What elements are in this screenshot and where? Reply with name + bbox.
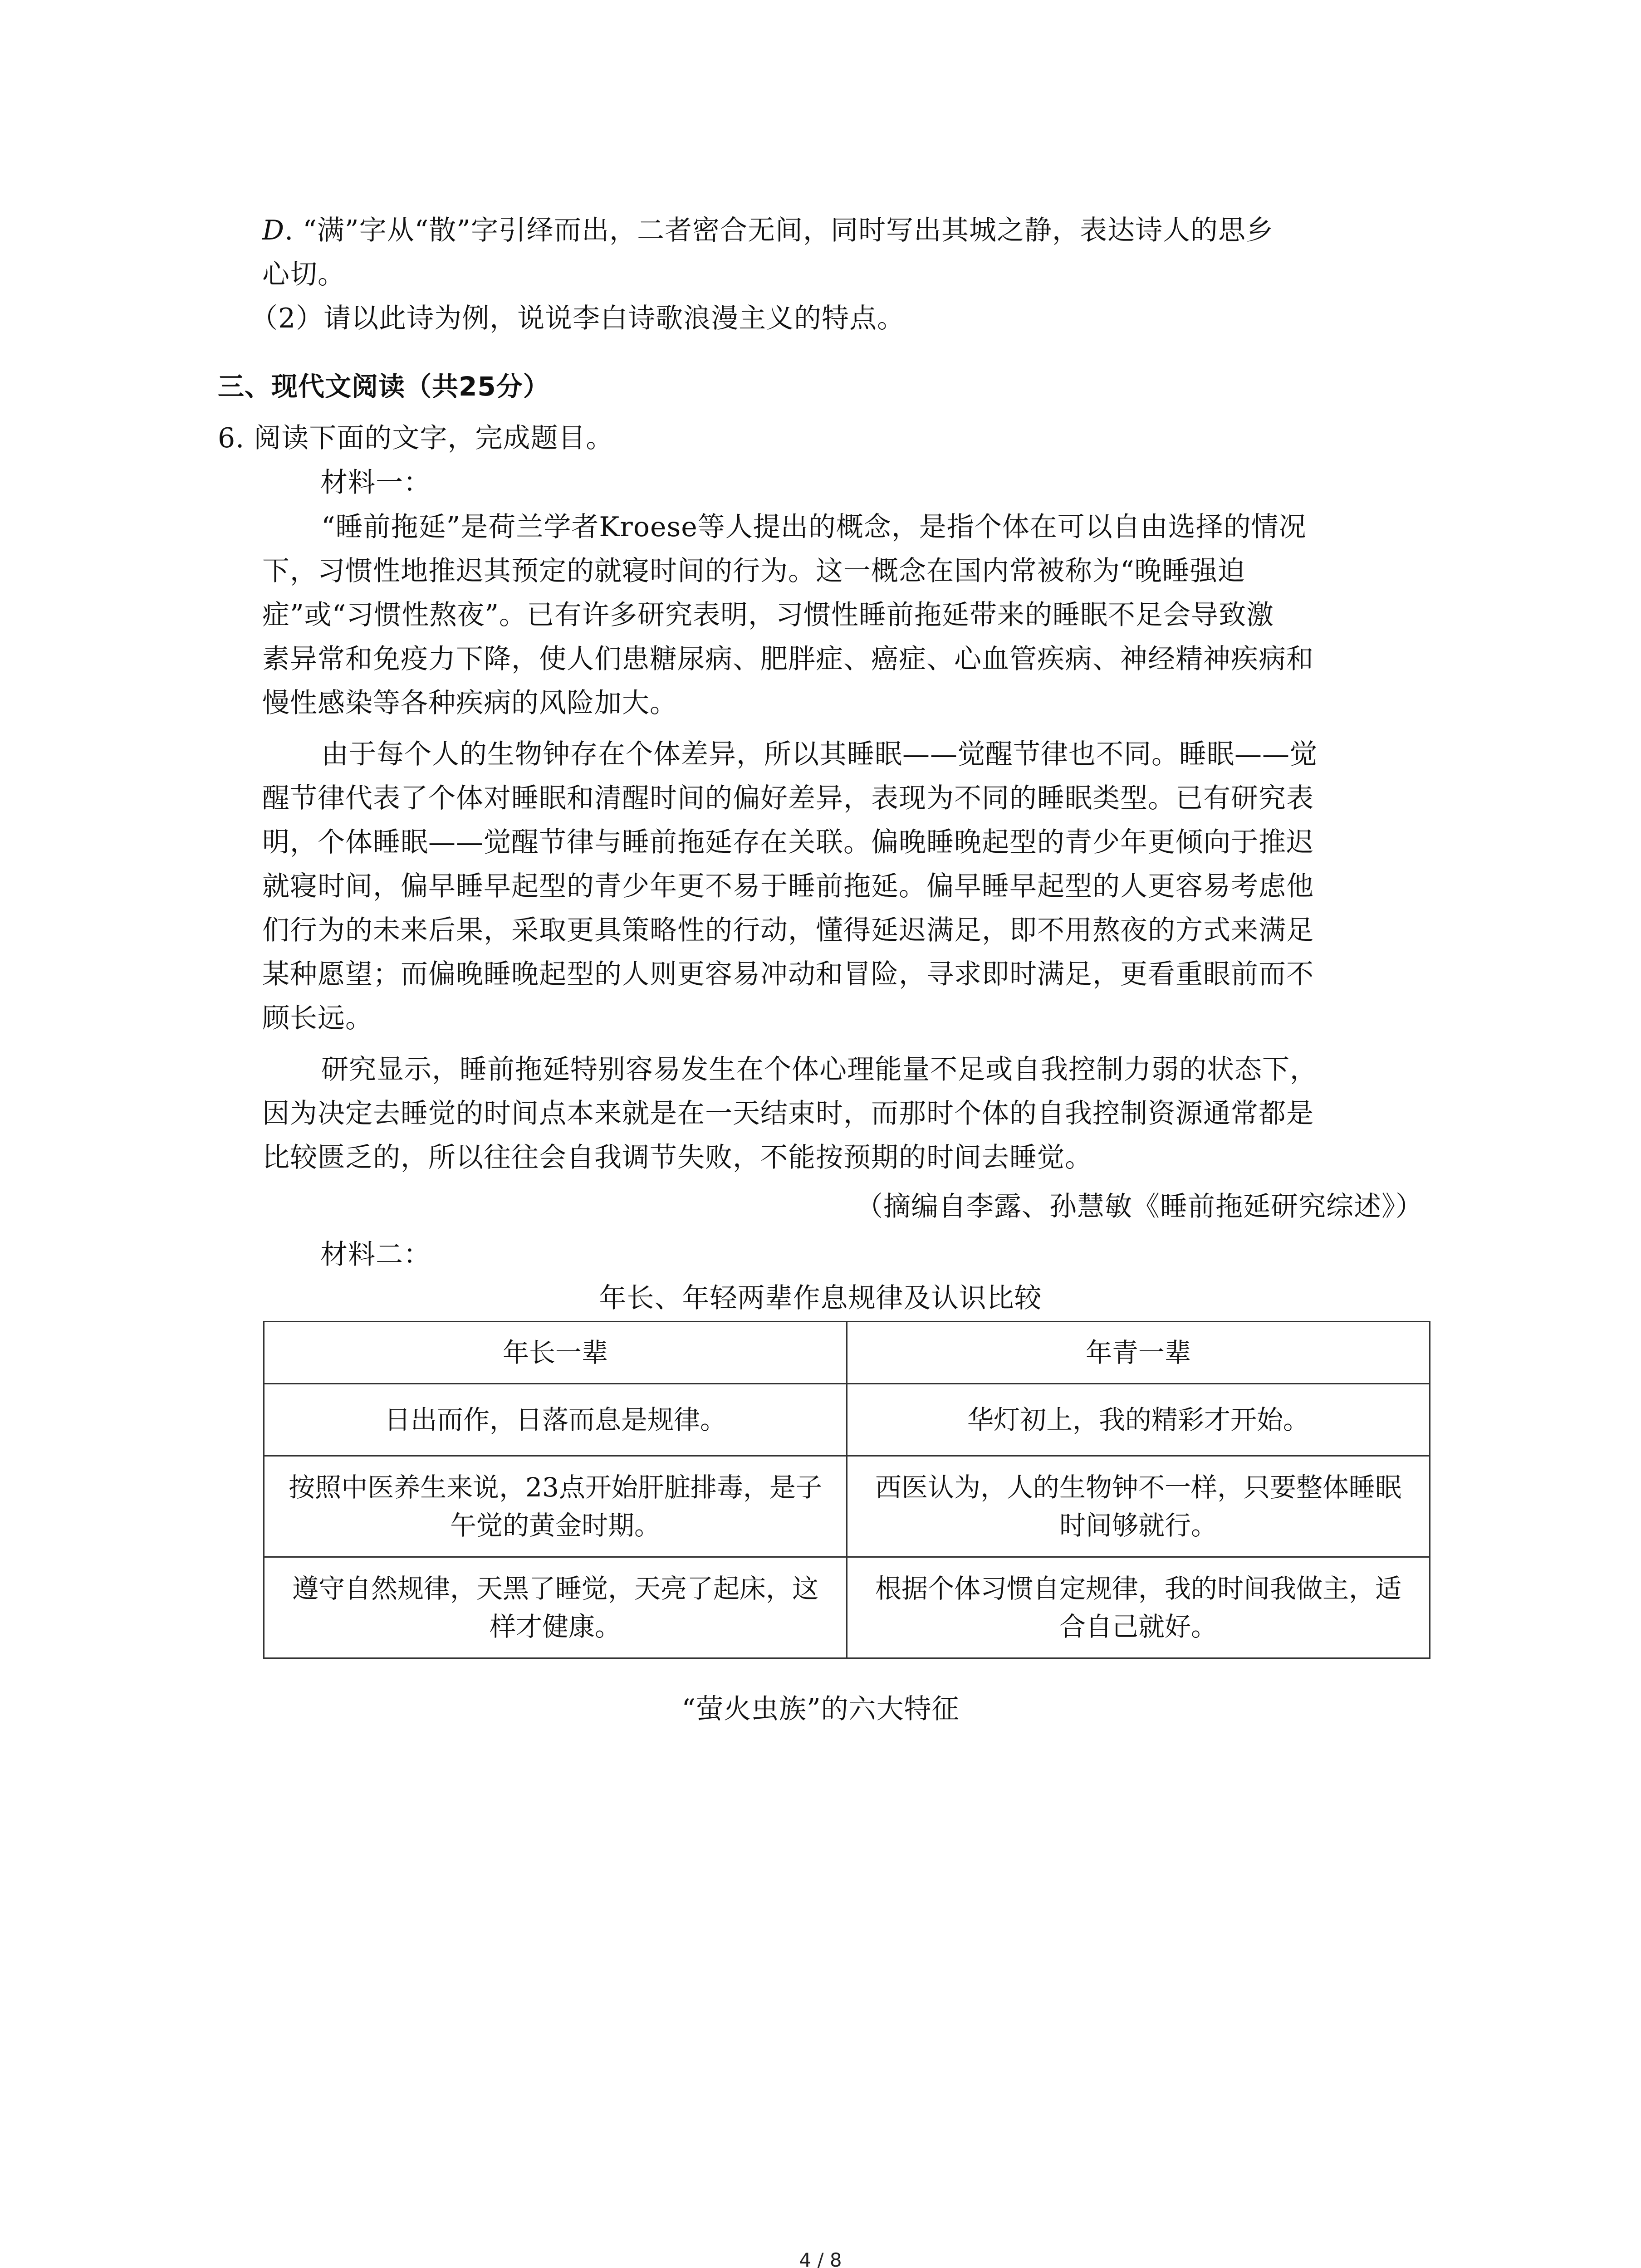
paragraph-2-line: 醒节律代表了个体对睡眠和清醒时间的偏好差异，表现为不同的睡眠类型。已有研究表 <box>262 782 1314 814</box>
paragraph-1-line: “睡前拖延”是荷兰学者Kroese等人提出的概念，是指个体在可以自由选择的情况 <box>321 511 1307 543</box>
chart-caption: “萤火虫族”的六大特征 <box>681 1693 960 1725</box>
table-row <box>264 1456 1430 1557</box>
paragraph-1-line: 慢性感染等各种疾病的风险加大。 <box>262 687 677 719</box>
paragraph-1-line: 下，习惯性地推迟其预定的就寝时间的行为。这一概念在国内常被称为“晚睡强迫 <box>262 555 1245 587</box>
question-6-prompt: 6. 阅读下面的文字，完成题目。 <box>218 422 614 454</box>
page-number: 4 / 8 <box>799 2249 842 2268</box>
section-heading: 三、现代文阅读（共25分） <box>218 371 550 402</box>
table-cell: 根据个体习惯自定规律，我的时间我做主，适合自己就好。 <box>847 1557 1430 1658</box>
comparison-table <box>263 1321 1430 1659</box>
paragraph-2-line: 明，个体睡眠——觉醒节律与睡前拖延存在关联。偏晚睡晚起型的青少年更倾向于推迟 <box>262 826 1314 858</box>
paragraph-2-line: 们行为的未来后果，采取更具策略性的行动，懂得延迟满足，即不用熬夜的方式来满足 <box>262 914 1314 946</box>
table-header-young: 年青一辈 <box>847 1322 1430 1384</box>
option-d-line2: 心切。 <box>262 259 345 290</box>
table-cell: 华灯初上，我的精彩才开始。 <box>847 1384 1430 1456</box>
table-row <box>264 1384 1430 1456</box>
table-title: 年长、年轻两辈作息规律及认识比较 <box>599 1282 1042 1314</box>
paragraph-3-line: 比较匮乏的，所以往往会自我调节失败，不能按预期的时间去睡觉。 <box>262 1142 1092 1173</box>
paragraph-3-line: 因为决定去睡觉的时间点本来就是在一天结束时，而那时个体的自我控制资源通常都是 <box>262 1098 1314 1129</box>
paragraph-2-line: 就寝时间，偏早睡早起型的青少年更不易于睡前拖延。偏早睡早起型的人更容易考虑他 <box>262 870 1314 902</box>
material-2-label: 材料二： <box>320 1239 431 1271</box>
paragraph-3-line: 研究显示，睡前拖延特别容易发生在个体心理能量不足或自我控制力弱的状态下， <box>321 1054 1318 1085</box>
paragraph-1-line: 症”或“习惯性熬夜”。已有许多研究表明，习惯性睡前拖延带来的睡眠不足会导致激 <box>262 599 1274 631</box>
paragraph-1-line: 素异常和免疫力下降，使人们患糖尿病、肥胖症、癌症、心血管疾病、神经精神疾病和 <box>262 643 1314 675</box>
option-d-text: . “满”字从“散”字引绎而出，二者密合无间，同时写出其城之静，表达诗人的思乡 <box>284 215 1274 246</box>
option-d-line1 <box>262 217 1274 244</box>
table-cell: 西医认为，人的生物钟不一样，只要整体睡眠时间够就行。 <box>847 1456 1430 1557</box>
material-1-label: 材料一： <box>320 467 431 499</box>
table-header-elder: 年长一辈 <box>264 1322 847 1384</box>
table-cell: 日出而作，日落而息是规律。 <box>264 1384 847 1456</box>
paragraph-2-line: 顾长远。 <box>262 1002 373 1034</box>
sub-question-2: （2）请以此诗为例，说说李白诗歌浪漫主义的特点。 <box>250 303 905 334</box>
paragraph-2-line: 某种愿望；而偏晚睡晚起型的人则更容易冲动和冒险，寻求即时满足，更看重眼前而不 <box>262 958 1314 990</box>
paragraph-2-line: 由于每个人的生物钟存在个体差异，所以其睡眠——觉醒节律也不同。睡眠——觉 <box>321 738 1318 770</box>
table-header-row <box>264 1322 1430 1384</box>
table-cell: 按照中医养生来说，23点开始肝脏排毒，是子午觉的黄金时期。 <box>264 1456 847 1557</box>
material-1-source: （摘编自李露、孙慧敏《睡前拖延研究综述》） <box>856 1191 1423 1222</box>
table-cell: 遵守自然规律，天黑了睡觉，天亮了起床，这样才健康。 <box>264 1557 847 1658</box>
table-row <box>264 1557 1430 1658</box>
option-d-letter: D <box>262 215 285 246</box>
